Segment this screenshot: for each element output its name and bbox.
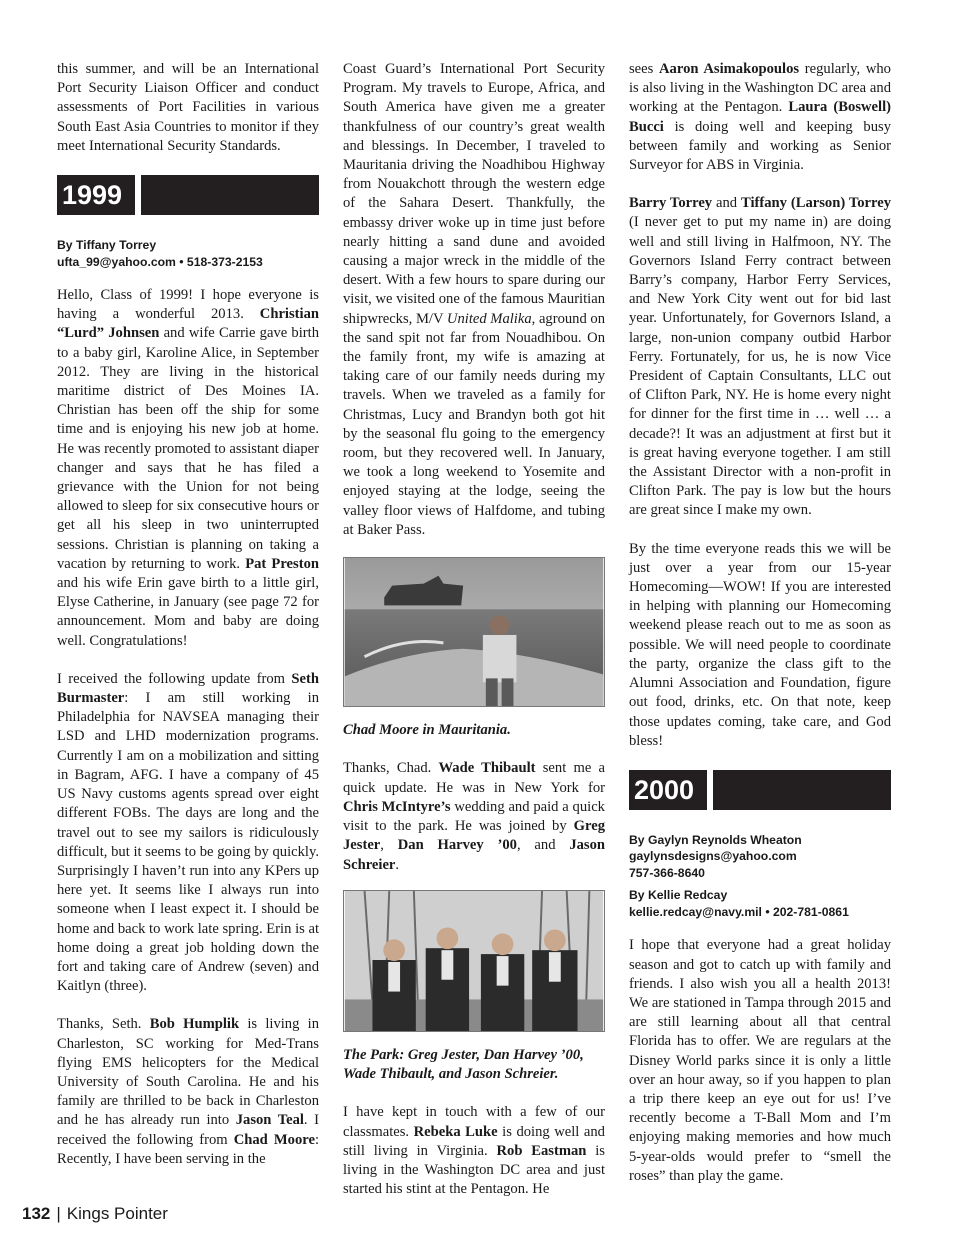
photo-caption: Chad Moore in Mauritania. [343, 722, 511, 739]
byline-phone: 757-366-8640 [629, 865, 705, 880]
column-2 [343, 60, 605, 1218]
byline-author: By Kellie Redcay [629, 888, 728, 903]
paragraph: I hope that everyone had a great holiday season and got to catch up with family and friends. I also wish you all a health 2013! We are stationed in Tampa through 2015 and are still learning about all that central Florida has to offer. We are regulars at the Disney World parks since it is only a little over an hour away, so if you happen to plan a trip there keep an eye out for us! I’ve recently become a T-Ball Mom and I’m enjoying making memories and how much 5-year-olds would prefer to “smell the roses” than play the game. [629, 937, 891, 1184]
class-year: 2000 [629, 770, 707, 810]
byline-email: gaylynsdesigns@yahoo.com [629, 849, 797, 864]
byline [57, 237, 319, 270]
paragraph: sees Aaron Asimakopoulos regularly, who is also living in the Washington DC area and working at the Pentagon. Laura (Boswell) Bucci is doing well and keeping busy between family and working as Senior Surveyor for ABS in Virginia. [629, 61, 891, 174]
byline [629, 832, 891, 882]
byline-author: By Tiffany Torrey [57, 238, 157, 253]
photo-shipwreck [343, 557, 605, 707]
page-number: 132 [22, 1204, 51, 1223]
paragraph: I received the following update from Seth Burmaster: I am still working in Philadelphia for NAVSEA managing their LSD and LHD modernization programs. Currently I am on a mobilization and sitting in Bagram, AFG. I have a company of 45 US Navy customs agents spread over eight different FOBs. The days are long and the travel out to see my sailors is ridiculously difficult, but it seems to be going by quickly. Surprisingly I haven’t run into any KPers up here yet. It seems like I always run into someone when I least expect it. I should be home and back to work late spring. Erin is at home doing a great job holding down the fort and taking care of Andrew (seven) and Kaitlyn (three). [57, 670, 319, 995]
paragraph: Coast Guard’s International Port Security Program. My travels to Europe, Africa, and South America have given me a greater thankfulness of our country’s great wealth and blessings. In December, I traveled to Mauritania driving the Noadhibou Highway from Nouakchott through the western edge of the Sahara Desert. Thankfully, the embassy driver woke up in time just before nearly hitting a sand dune and avoided causing a major wreck in the middle of the desert. With a few hours to spare during our visit, we visited one of the famous Mauritian shipwrecks, M/V United Malika, aground on the sand spit not far from Nouadhibou. On the family front, my wife is amazing at taking care of our family needs during my travels. When we traveled as a family for Christmas, Lucy and Brandyn both got hit by the seasonal flu going to the emergency room, but they recovered well. In January, we took a long weekend to Yosemite and enjoyed staying at the lodge, seeing the valley floor views of Halfdome, and tubing at Baker Pass. [343, 61, 606, 538]
paragraph: this summer, and will be an International Port Security Liaison Officer and conduct assessments of Port Facilities in various South East Asia Countries to monitor if they meet International Security Standards. [57, 61, 319, 154]
paragraph: Hello, Class of 1999! I hope everyone is having a wonderful 2013. Christian “Lurd” Johnsen and wife Carrie gave birth to a baby girl, Karoline Alice, in September 2012. They are living in the historical maritime district of Des Moines IA. Christian has been off the ship for some time and is enjoying his new job at home. He was recently promoted to assistant diaper changer and says that he has filed a grievance with the Union for not being allowed to sleep for six consecutive hours or get all his sleep in two uninterrupted sessions. Christian is planning on taking a vacation by returning to work. Pat Preston and his wife Erin gave birth to a little girl, Elyse Catherine, in January (see page 72 for announcement. Mom and baby are doing well. Congratulations! [57, 287, 319, 649]
footer-separator: | [56, 1204, 61, 1223]
publication-title: Kings Pointer [66, 1204, 168, 1223]
photo-caption: The Park: Greg Jester, Dan Harvey ’00, Wade Thibault, and Jason Schreier. [343, 1046, 584, 1083]
class-year: 1999 [57, 175, 135, 215]
byline-contact: kellie.redcay@navy.mil • 202-781-0861 [629, 904, 849, 919]
byline-contact: ufta_99@yahoo.com • 518-373-2153 [57, 254, 263, 269]
photo-group [343, 890, 605, 1032]
page-footer [22, 1203, 168, 1225]
column-3 [629, 60, 891, 1205]
paragraph: Thanks, Chad. Wade Thibault sent me a quick update. He was in New York for Chris McIntyre’s wedding and paid a quick visit to the park. He was joined by Greg Jester, Dan Harvey ’00, and Jason Schreier. [343, 760, 605, 873]
class-year-banner-1999 [57, 175, 319, 215]
paragraph: I have kept in touch with a few of our classmates. Rebeka Luke is doing well and still living in Virginia. Rob Eastman is living in the Washington DC area and just started his stint at the Pentagon. He [343, 1104, 605, 1198]
byline-author: By Gaylyn Reynolds Wheaton [629, 832, 802, 847]
paragraph: By the time everyone reads this we will be just over a year from our 15-year Homecoming—WOW! If you are interested in helping with planning our Homecoming weekend please reach out to me as soon as possible. We will need people to coordinate the party, organize the class gift to the Alumni Association and Foundation, figure out food, drinks, etc. On that note, keep those updates coming, take care, and God bless! [629, 540, 891, 749]
paragraph: Thanks, Seth. Bob Humplik is living in Charleston, SC working for Med-Trans flying EMS helicopters for the Medical University of South Carolina. He and his family are thrilled to be back in Charleston and he has already run into Jason Teal. I received the following from Chad Moore: Recently, I have been serving in the [57, 1016, 319, 1167]
paragraph: Barry Torrey and Tiffany (Larson) Torrey (I never get to put my name in) are doing well and still living in Halfmoon, NY. The Governors Island Ferry contract between Barry’s company, Harbor Ferry Services, and New York City went out for bid last year. Unfortunately, for Governors Island, a large, non-union company outbid Harbor Ferry. Fortunately, for us, he is now Vice President of Captain Consultants, LLC out of Clifton Park, NY. He is home every night for dinner for the first time in … well … a decade?! It was an adjustment at first but it is great having everyone together. I am still the Assistant Director with a non-profit in Clifton Park. The pay is low but the hours are great since I make my own. [629, 195, 891, 519]
column-1 [57, 60, 319, 1188]
class-year-banner-2000 [629, 770, 891, 810]
byline [629, 887, 891, 920]
